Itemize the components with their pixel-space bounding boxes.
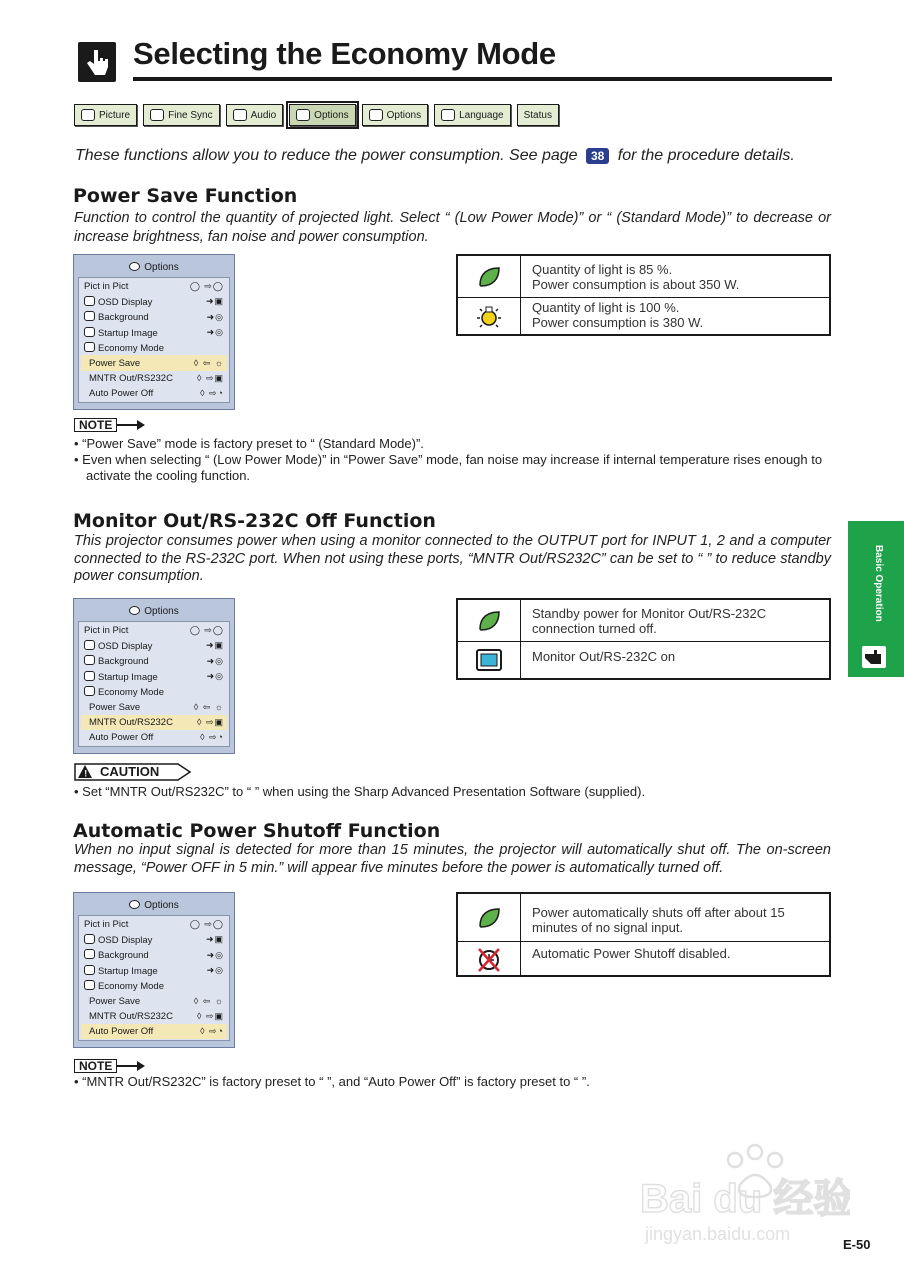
menu-item-osd-display[interactable]: OSD Display ➜▣ bbox=[81, 638, 227, 653]
title-rule bbox=[133, 77, 832, 81]
leaf-icon bbox=[476, 265, 502, 289]
menu-tabs bbox=[74, 104, 559, 126]
tab-options-2[interactable]: Options bbox=[362, 104, 428, 126]
options-menu-panel: Options Pict in Pict ◯ ⇨◯ OSD Display ➜▣ Background ➜◎ Startup Image ➜◎ Economy Mode Power Save ◊ ⇦ ☼ MNTR Out/RS232C ◊ ⇨▣ Auto Power Off ◊ ⇨◔ bbox=[73, 598, 235, 754]
page-number: E-50 bbox=[843, 1237, 871, 1252]
hand-pointer-icon bbox=[862, 646, 886, 668]
note-badge: NOTE bbox=[74, 1059, 143, 1073]
options-icon bbox=[129, 606, 140, 615]
power-save-description: Function to control the quantity of projected light. Select “ (Low Power Mode)” or “ (Standard Mode)” to decrease or increase brightness, fan noise and power consumption. bbox=[74, 210, 831, 245]
menu-item-power-save[interactable]: Power Save ◊ ⇦ ☼ bbox=[81, 355, 227, 370]
startup-icon bbox=[84, 965, 95, 975]
menu-item-economy-mode[interactable]: Economy Mode bbox=[81, 684, 227, 699]
menu-item-power-save[interactable]: Power Save ◊ ⇦ ☼ bbox=[89, 701, 224, 713]
menu-item-economy-mode[interactable]: Economy Mode bbox=[81, 978, 227, 993]
note-item: • Even when selecting “ (Low Power Mode)” in “Power Save” mode, fan noise may increase if internal temperature rises enough to activate the cooling function. bbox=[74, 452, 831, 483]
menu-item-background[interactable]: Background ➜◎ bbox=[81, 310, 227, 325]
startup-icon bbox=[84, 327, 95, 337]
osd-icon bbox=[84, 296, 95, 306]
menu-item-pict-in-pict[interactable]: Pict in Pict ◯ ⇨◯ bbox=[84, 919, 224, 931]
power-save-heading: Power Save Function bbox=[73, 185, 298, 207]
leaf-icon bbox=[476, 609, 502, 633]
table-row: Quantity of light is 100 %. Power consumption is 380 W. bbox=[458, 297, 829, 334]
osd-icon bbox=[84, 934, 95, 944]
tab-status[interactable]: Status bbox=[517, 104, 559, 126]
osd-icon bbox=[84, 640, 95, 650]
leaf-group-icon bbox=[84, 686, 95, 696]
menu-item-startup-image[interactable]: Startup Image ➜◎ bbox=[81, 669, 227, 684]
side-tab-label: Basic Operation bbox=[873, 545, 884, 622]
page-title: Selecting the Economy Mode bbox=[133, 36, 556, 71]
fine-sync-icon bbox=[150, 109, 164, 121]
options-menu-panel: Options Pict in Pict ◯ ⇨◯ OSD Display ➜▣ Background ➜◎ Startup Image ➜◎ Economy Mode Power Save ◊ ⇦ ☼ MNTR Out/RS232C ◊ ⇨▣ Auto Power Off ◊ ⇨◔ bbox=[73, 254, 235, 410]
tab-picture[interactable]: Picture bbox=[74, 104, 137, 126]
tab-language[interactable]: Language bbox=[434, 104, 511, 126]
tab-options-1[interactable]: Options bbox=[289, 104, 355, 126]
menu-item-auto-power-off[interactable]: Auto Power Off ◊ ⇨◔ bbox=[89, 732, 224, 744]
menu-item-power-save[interactable]: Power Save ◊ ⇦ ☼ bbox=[89, 995, 224, 1007]
table-row: Power automatically shuts off after about 15 minutes of no signal input. bbox=[458, 894, 829, 941]
table-row: Monitor Out/RS-232C on bbox=[458, 641, 829, 678]
background-icon bbox=[84, 655, 95, 665]
note-badge: NOTE bbox=[74, 418, 143, 432]
note-item: • “Power Save” mode is factory preset to “ (Standard Mode)”. bbox=[74, 436, 831, 452]
menu-item-mntr-out[interactable]: MNTR Out/RS232C ◊ ⇨▣ bbox=[81, 715, 227, 730]
options-icon bbox=[369, 109, 383, 121]
startup-icon bbox=[84, 671, 95, 681]
watermark-logo bbox=[640, 1140, 850, 1245]
options-icon bbox=[296, 109, 310, 121]
picture-icon bbox=[81, 109, 95, 121]
hand-pointer-icon bbox=[78, 42, 116, 82]
monitor-out-table bbox=[456, 598, 831, 680]
tab-audio[interactable]: Audio bbox=[226, 104, 284, 126]
note-item: • “MNTR Out/RS232C” is factory preset to “ ”, and “Auto Power Off” is factory preset to “ ”. bbox=[74, 1074, 831, 1090]
caution-item: • Set “MNTR Out/RS232C” to “ ” when using the Sharp Advanced Presentation Software (supplied). bbox=[74, 784, 831, 800]
menu-item-mntr-out[interactable]: MNTR Out/RS232C ◊ ⇨▣ bbox=[89, 372, 224, 384]
speaker-icon bbox=[233, 109, 247, 121]
auto-power-heading: Automatic Power Shutoff Function bbox=[73, 820, 441, 842]
menu-item-background[interactable]: Background ➜◎ bbox=[81, 948, 227, 963]
power-save-table bbox=[456, 254, 831, 336]
intro-text: These functions allow you to reduce the power consumption. See page 38 for the procedure details. bbox=[75, 147, 795, 164]
menu-item-startup-image[interactable]: Startup Image ➜◎ bbox=[81, 325, 227, 340]
menu-item-osd-display[interactable]: OSD Display ➜▣ bbox=[81, 294, 227, 309]
monitor-out-description: This projector consumes power when using a monitor connected to the OUTPUT port for INPUT 1, 2 and a computer connected to the RS-232C port. When not using these ports, “MNTR Out/RS232C” can be set to “ ” to reduce standby power consumption. bbox=[74, 533, 831, 584]
menu-item-osd-display[interactable]: OSD Display ➜▣ bbox=[81, 932, 227, 947]
menu-item-background[interactable]: Background ➜◎ bbox=[81, 654, 227, 669]
auto-power-description: When no input signal is detected for more than 15 minutes, the projector will automatically shut off. The on-screen message, “Power OFF in 5 min.” will appear five minutes before the power is automatically turned off. bbox=[74, 842, 831, 876]
menu-item-mntr-out[interactable]: MNTR Out/RS232C ◊ ⇨▣ bbox=[89, 1010, 224, 1022]
monitor-icon bbox=[475, 648, 503, 672]
language-icon bbox=[441, 109, 455, 121]
background-icon bbox=[84, 949, 95, 959]
svg-text:jingyan.baidu.com: jingyan.baidu.com bbox=[645, 1224, 791, 1244]
menu-item-economy-mode[interactable]: Economy Mode bbox=[81, 340, 227, 355]
svg-text:!: ! bbox=[84, 768, 88, 779]
lamp-icon bbox=[474, 302, 504, 330]
menu-item-auto-power-off[interactable]: Auto Power Off ◊ ⇨◔ bbox=[89, 388, 224, 400]
options-menu-panel: Options Pict in Pict ◯ ⇨◯ OSD Display ➜▣ Background ➜◎ Startup Image ➜◎ Economy Mode Power Save ◊ ⇦ ☼ MNTR Out/RS232C ◊ ⇨▣ Auto Power Off ◊ ⇨◔ bbox=[73, 892, 235, 1048]
leaf-icon bbox=[476, 906, 502, 930]
background-icon bbox=[84, 311, 95, 321]
timer-off-icon bbox=[475, 945, 503, 973]
menu-item-auto-power-off[interactable]: Auto Power Off ◊ ⇨◔ bbox=[81, 1024, 227, 1039]
page-reference-badge[interactable]: 38 bbox=[586, 148, 609, 164]
options-icon bbox=[129, 262, 140, 271]
table-row: Automatic Power Shutoff disabled. bbox=[458, 941, 829, 975]
auto-power-table bbox=[456, 892, 831, 977]
options-icon bbox=[129, 900, 140, 909]
menu-item-pict-in-pict[interactable]: Pict in Pict ◯ ⇨◯ bbox=[84, 281, 224, 293]
table-row: Quantity of light is 85 %. Power consumption is about 350 W. bbox=[458, 256, 829, 297]
leaf-group-icon bbox=[84, 342, 95, 352]
monitor-out-heading: Monitor Out/RS-232C Off Function bbox=[73, 510, 436, 532]
caution-badge: ! CAUTION bbox=[74, 763, 159, 780]
tab-fine-sync[interactable]: Fine Sync bbox=[143, 104, 219, 126]
menu-item-pict-in-pict[interactable]: Pict in Pict ◯ ⇨◯ bbox=[84, 625, 224, 637]
svg-text:Bai du 经验: Bai du 经验 bbox=[640, 1177, 850, 1221]
menu-item-startup-image[interactable]: Startup Image ➜◎ bbox=[81, 963, 227, 978]
table-row: Standby power for Monitor Out/RS-232C connection turned off. bbox=[458, 600, 829, 641]
leaf-group-icon bbox=[84, 980, 95, 990]
